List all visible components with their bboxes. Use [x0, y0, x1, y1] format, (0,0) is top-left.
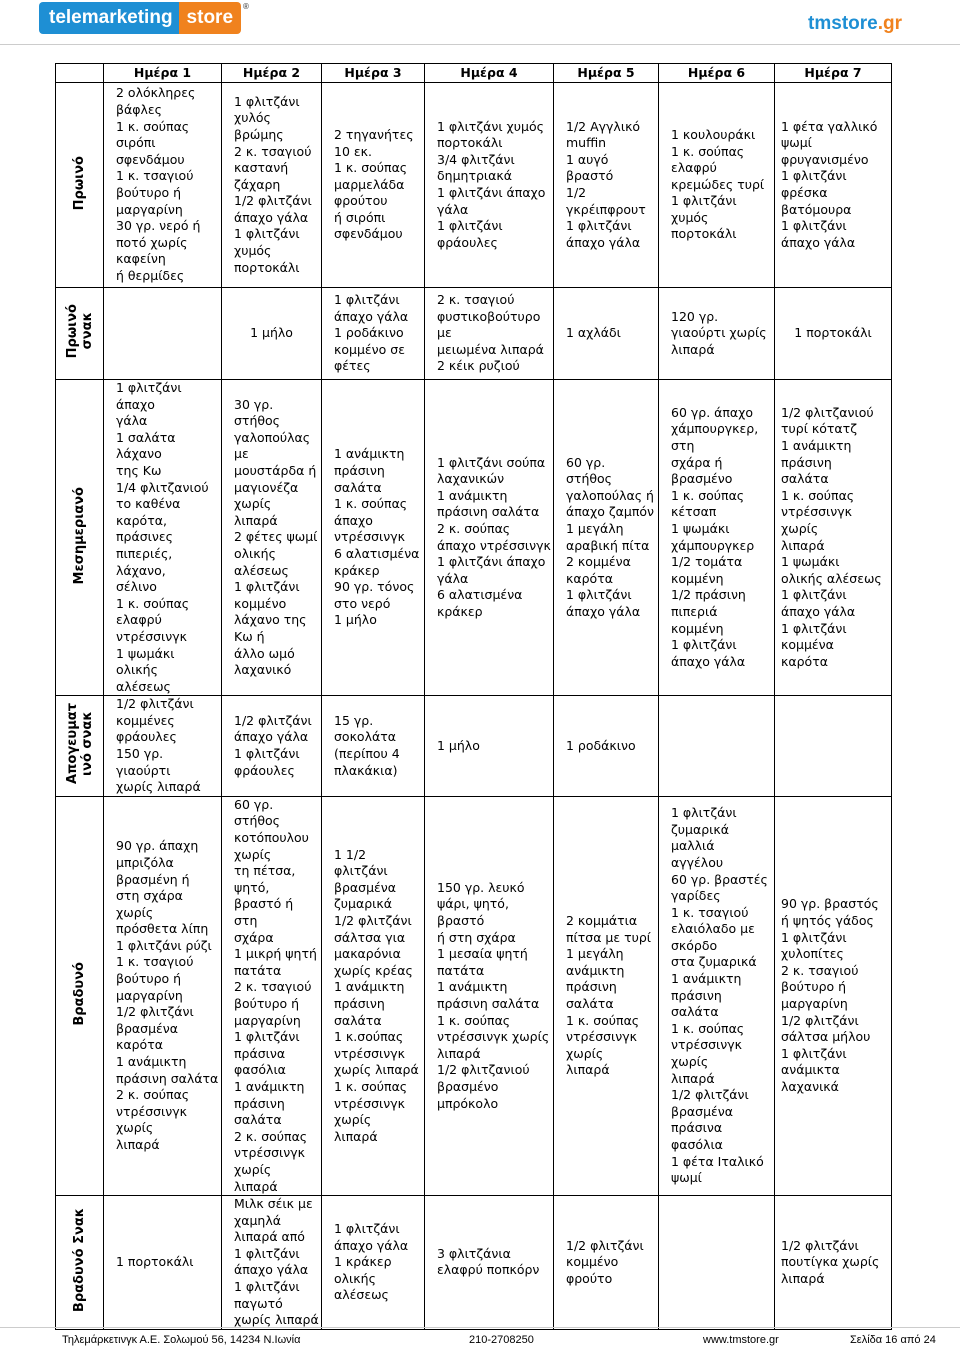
menu-cell: [659, 696, 775, 797]
menu-cell: 1 φλιτζάνι ζυμαρικά μαλλιά αγγέλου 60 γρ. βραστές γαρίδες 1 κ. τσαγιού ελαιόλαδο με σκόρδο στα ζυμαρικά 1 ανάμικτη πράσινη σαλάτα 1 κ. σούπας ντρέσσινγκ χωρίς λιπαρά 1/2 φλιτζάνι βρασμένα πράσινα φασόλια 1 φέτα Ιταλικό ψωμί: [659, 796, 775, 1195]
logo-part-store: store: [179, 2, 241, 34]
site-name-tld: .gr: [877, 13, 902, 34]
menu-cell: 60 γρ. στήθος γαλοπούλας ή άπαχο ζαμπόν 1 μεγάλη αραβική πίτα 2 κομμένα καρότα 1 φλιτζάνι άπαχο γάλα: [554, 380, 659, 696]
menu-cell: [775, 696, 892, 797]
corner-cell: [56, 64, 104, 83]
footer-company: Τηλεμάρκετινγκ Α.Ε. Σολωμού 56, 14234 Ν.Ιωνία: [62, 1334, 301, 1346]
header-divider: [0, 44, 960, 45]
day-header: Ημέρα 1: [104, 64, 222, 83]
day-header: Ημέρα 2: [222, 64, 322, 83]
day-header: Ημέρα 6: [659, 64, 775, 83]
meal-row-dinner: [56, 796, 892, 1195]
menu-cell: 60 γρ. στήθος κοτόπουλου χωρίς τη πέτσα, ψητό, βραστό ή στη σχάρα 1 μικρή ψητή πατάτα 2 κ. τσαγιού βούτυρο ή μαργαρίνη 1 φλιτζάνι πράσινα φασόλια 1 ανάμικτη πράσινη σαλάτα 2 κ. σούπας ντρέσσινγκ χωρίς λιπαρά: [222, 796, 322, 1195]
menu-cell: 90 γρ. βραστός ή ψητός γάδος 1 φλιτζάνι χυλοπίτες 2 κ. τσαγιού βούτυρο ή μαργαρίνη 1/2 φλιτζάνι σάλτσα μήλου 1 φλιτζάνι ανάμικτα λαχανικά: [775, 796, 892, 1195]
site-name-main: tmstore: [808, 13, 878, 34]
menu-cell: 1 φλιτζάνι άπαχο γάλα 1 σαλάτα λάχανο της Κω 1/4 φλιτζανιού το καθένα καρότα, πράσινες πιπεριές, λάχανο, σέλινο 1 κ. σούπας ελαφρύ ντρέσσινγκ 1 ψωμάκι ολικής αλέσεως: [104, 380, 222, 696]
menu-cell: 1 ροδάκινο: [554, 696, 659, 797]
meal-row-lunch: [56, 380, 892, 696]
menu-cell: 1 αχλάδι: [554, 288, 659, 380]
menu-cell: 1 μήλο: [425, 696, 554, 797]
menu-cell: 120 γρ. γιαούρτι χωρίς λιπαρά: [659, 288, 775, 380]
meal-label: Πρωινό: [72, 155, 87, 210]
meal-row-breakfast: [56, 83, 892, 288]
menu-cell: 1 μήλο: [222, 288, 322, 380]
site-name[interactable]: [808, 13, 902, 35]
day-header: Ημέρα 4: [425, 64, 554, 83]
meal-label-cell: [56, 83, 104, 288]
footer-divider: [0, 1327, 960, 1328]
menu-cell: 1/2 φλιτζάνι κομμένες φράουλες 150 γρ. γιαούρτι χωρίς λιπαρά: [104, 696, 222, 797]
meal-label-cell: [56, 288, 104, 380]
menu-cell: [659, 1196, 775, 1330]
menu-cell: 15 γρ. σοκολάτα (περίπου 4 πλακάκια): [322, 696, 425, 797]
menu-cell: 150 γρ. λευκό ψάρι, ψητό, βραστό ή στη σχάρα 1 μεσαία ψητή πατάτα 1 ανάμικτη πράσινη σαλάτα 1 κ. σούπας ντρέσσινγκ χωρίς λιπαρά 1/2 φλιτζανιού βρασμένο μπρόκολο: [425, 796, 554, 1195]
menu-cell: 1/2 φλιτζάνι άπαχο γάλα 1 φλιτζάνι φράουλες: [222, 696, 322, 797]
menu-cell: Μιλκ σέικ με χαμηλά λιπαρά από 1 φλιτζάνι άπαχο γάλα 1 φλιτζάνι παγωτό χωρίς λιπαρά: [222, 1196, 322, 1330]
meal-label-cell: [56, 380, 104, 696]
menu-cell: 1 ανάμικτη πράσινη σαλάτα 1 κ. σούπας άπαχο ντρέσσινγκ 6 αλατισμένα κράκερ 90 γρ. τόνος στο νερό 1 μήλο: [322, 380, 425, 696]
logo-part-telemarketing: telemarketing: [39, 2, 179, 34]
menu-cell: 1 φλιτζάνι άπαχο γάλα 1 κράκερ ολικής αλέσεως: [322, 1196, 425, 1330]
menu-cell: 1 φλιτζάνι χυμός πορτοκάλι 3/4 φλιτζάνι δημητριακά 1 φλιτζάνι άπαχο γάλα 1 φλιτζάνι φράουλες: [425, 83, 554, 288]
menu-cell: 1/2 φλιτζάνι πουτίγκα χωρίς λιπαρά: [775, 1196, 892, 1330]
day-header-row: [56, 64, 892, 83]
menu-cell: 2 κ. τσαγιού φυστικοβούτυρο με μειωμένα λιπαρά 2 κέικ ρυζιού: [425, 288, 554, 380]
menu-cell: 1 πορτοκάλι: [104, 1196, 222, 1330]
meal-row-evening-snack: [56, 1196, 892, 1330]
menu-cell: 3 φλιτζάνια ελαφρύ ποπκόρν: [425, 1196, 554, 1330]
menu-cell: 1 πορτοκάλι: [775, 288, 892, 380]
meal-label-cell: [56, 696, 104, 797]
meal-label: Βραδυνό: [72, 961, 87, 1026]
menu-cell: 1/2 φλιτζάνι κομμένο φρούτο: [554, 1196, 659, 1330]
meal-label: Μεσημεριανό: [72, 486, 87, 585]
menu-cell: 2 ολόκληρες βάφλες 1 κ. σούπας σιρόπι σφενδάμου 1 κ. τσαγιού βούτυρο ή μαργαρίνη 30 γρ. νερό ή ποτό χωρίς καφείνη ή θερμίδες: [104, 83, 222, 288]
menu-cell: 1 κουλουράκι 1 κ. σούπας ελαφρύ κρεμώδες τυρί 1 φλιτζάνι χυμός πορτοκάλι: [659, 83, 775, 288]
menu-cell: 2 τηγανήτες 10 εκ. 1 κ. σούπας μαρμελάδα φρούτου ή σιρόπι σφενδάμου: [322, 83, 425, 288]
meal-label-cell: [56, 796, 104, 1195]
meal-row-afternoon-snack: [56, 696, 892, 797]
meal-label: Βραδυνό Σνακ: [72, 1208, 87, 1313]
registered-mark: ®: [243, 2, 249, 11]
menu-cell: [104, 288, 222, 380]
menu-cell: 1 1/2 φλιτζάνι βρασμένα ζυμαρικά 1/2 φλιτζάνι σάλτσα για μακαρόνια χωρίς κρέας 1 ανάμικτη πράσινη σαλάτα 1 κ.σούπας ντρέσσινγκ χωρίς λιπαρά 1 κ. σούπας ντρέσσινγκ χωρίς λιπαρά: [322, 796, 425, 1195]
footer-website[interactable]: www.tmstore.gr: [703, 1334, 779, 1346]
menu-cell: 2 κομμάτια πίτσα με τυρί 1 μεγάλη ανάμικτη πράσινη σαλάτα 1 κ. σούπας ντρέσσινγκ χωρίς λιπαρά: [554, 796, 659, 1195]
footer-page-number: Σελίδα 16 από 24: [850, 1334, 936, 1346]
telemarketing-store-logo[interactable]: [39, 2, 249, 34]
menu-cell: 1 φέτα γαλλικό ψωμί φρυγανισμένο 1 φλιτζάνι φρέσκα βατόμουρα 1 φλιτζάνι άπαχο γάλα: [775, 83, 892, 288]
menu-cell: 1/2 Αγγλικό muffin 1 αυγό βραστό 1/2 γκρέιπφρουτ 1 φλιτζάνι άπαχο γάλα: [554, 83, 659, 288]
meal-label: Πρωινό σνακ: [64, 304, 95, 359]
day-header: Ημέρα 7: [775, 64, 892, 83]
menu-cell: 60 γρ. άπαχο χάμπουργκερ, στη σχάρα ή βρασμένο 1 κ. σούπας κέτσαπ 1 ψωμάκι χάμπουργκερ 1/2 τομάτα κομμένη 1/2 πράσινη πιπεριά κομμένη 1 φλιτζάνι άπαχο γάλα: [659, 380, 775, 696]
day-header: Ημέρα 5: [554, 64, 659, 83]
menu-cell: 90 γρ. άπαχη μπριζόλα βρασμένη ή στη σχάρα χωρίς πρόσθετα λίπη 1 φλιτζάνι ρύζι 1 κ. τσαγιού βούτυρο ή μαργαρίνη 1/2 φλιτζάνι βρασμένα καρότα 1 ανάμικτη πράσινη σαλάτα 2 κ. σούπας ντρέσσινγκ χωρίς λιπαρά: [104, 796, 222, 1195]
meal-label: Απογευματ ινό σνακ: [64, 703, 95, 785]
meal-label-cell: [56, 1196, 104, 1330]
menu-cell: 30 γρ. στήθος γαλοπούλας με μουστάρδα ή μαγιονέζα χωρίς λιπαρά 2 φέτες ψωμί ολικής αλέσεως 1 φλιτζάνι κομμένο λάχανο της Κω ή άλλο ωμό λαχανικό: [222, 380, 322, 696]
meal-row-morning-snack: [56, 288, 892, 380]
day-header: Ημέρα 3: [322, 64, 425, 83]
menu-cell: 1 φλιτζάνι χυλός βρώμης 2 κ. τσαγιού καστανή ζάχαρη 1/2 φλιτζάνι άπαχο γάλα 1 φλιτζάνι χυμός πορτοκάλι: [222, 83, 322, 288]
menu-cell: 1 φλιτζάνι σούπα λαχανικών 1 ανάμικτη πράσινη σαλάτα 2 κ. σούπας άπαχο ντρέσσινγκ 1 φλιτζάνι άπαχο γάλα 6 αλατισμένα κράκερ: [425, 380, 554, 696]
menu-cell: 1 φλιτζάνι άπαχο γάλα 1 ροδάκινο κομμένο σε φέτες: [322, 288, 425, 380]
menu-cell: 1/2 φλιτζανιού τυρί κότατζ 1 ανάμικτη πράσινη σαλάτα 1 κ. σούπας ντρέσσινγκ χωρίς λιπαρά 1 ψωμάκι ολικής αλέσεως 1 φλιτζάνι άπαχο γάλα 1 φλιτζάνι κομμένα καρότα: [775, 380, 892, 696]
footer-phone: 210-2708250: [469, 1334, 534, 1346]
meal-plan-table: [55, 63, 892, 1330]
